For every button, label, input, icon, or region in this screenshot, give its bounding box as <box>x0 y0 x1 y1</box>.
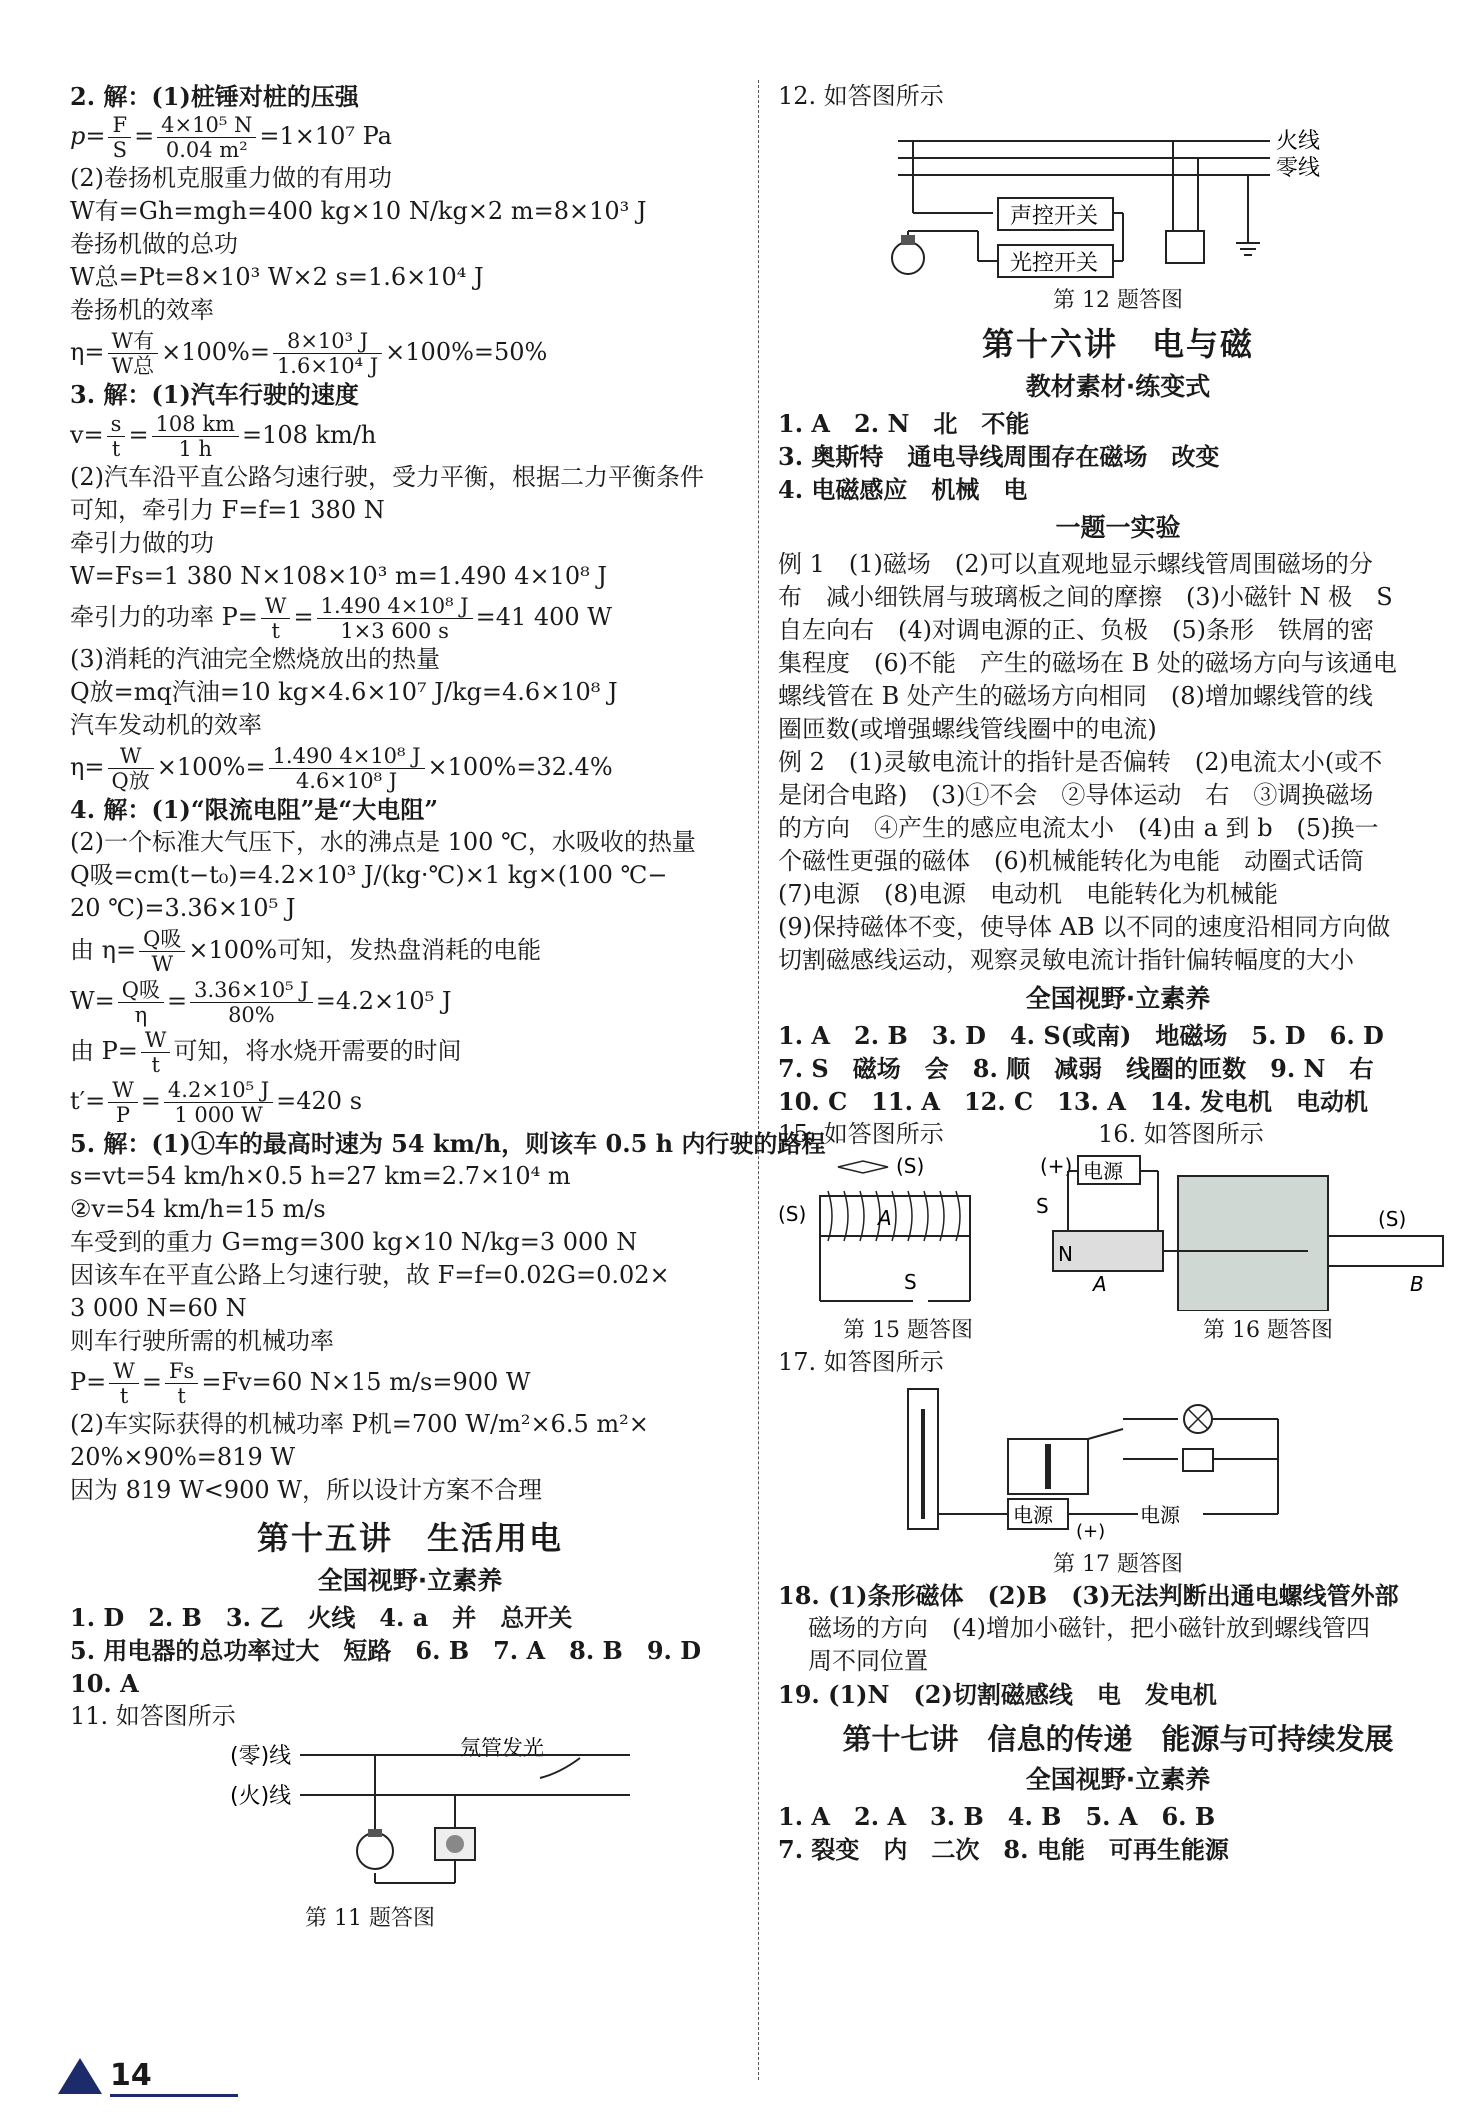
bell-icon <box>1183 1449 1213 1471</box>
answer-line: 1. D 2. B 3. 乙 火线 4. a 并 总开关 <box>70 1603 573 1632</box>
live-wire-label: (火)线 <box>230 1784 292 1809</box>
q4-line: Q吸=cm(t−t₀)=4.2×10³ J/(kg·℃)×1 kg×(100 ℃− <box>70 861 668 889</box>
page-number: 14 <box>110 2058 152 2093</box>
column-divider <box>758 80 759 2080</box>
example-line: 例 1 (1)磁场 (2)可以直观地显示螺线管周围磁场的分 <box>778 550 1373 578</box>
answer-line: 1. A 2. A 3. B 4. B 5. A 6. B <box>778 1802 1216 1831</box>
answer-line: 11. 如答图所示 <box>70 1702 236 1730</box>
q5-line: 5. 解：(1)①车的最高时速为 54 km/h，则该车 0.5 h 内行驶的路程 <box>70 1129 826 1158</box>
light-switch-label: 光控开关 <box>1010 251 1099 276</box>
pole-label: (S) <box>778 1202 807 1226</box>
bar-magnet-icon <box>1328 1236 1443 1266</box>
bulb-icon <box>892 242 924 274</box>
answer-line: 7. 裂变 内 二次 8. 电能 可再生能源 <box>778 1835 1229 1864</box>
q3-efficiency-formula: η= $\frac{W}{\text{Q放}}$ ×100%= $\frac{\text{1.490 4×10⁸ J}}{\text{4.6×10⁸ J}}$ ×100%=32.4% <box>70 744 613 793</box>
q4-efficiency-formula: 由 η= $\frac{\text{Q吸}}{W}$ ×100%可知，发热盘消耗的电能 <box>70 927 542 976</box>
north-pole-label: N <box>1058 1242 1073 1266</box>
example-line: 集程度 (6)不能 产生的磁场在 B 处的磁场方向与该通电 <box>778 649 1397 677</box>
right-column <box>778 80 1458 1866</box>
q5-line: (2)车实际获得的机械功率 P机=700 W/m²×6.5 m²× <box>70 1410 649 1438</box>
q3-line: 3. 解：(1)汽车行驶的速度 <box>70 380 359 409</box>
figure-caption: 第 17 题答图 <box>1053 1552 1183 1577</box>
answer-line: 10. A <box>70 1669 139 1698</box>
q3-line: 可知，牵引力 F=f=1 380 N <box>70 496 385 524</box>
q3-line: Q放=mq汽油=10 kg×4.6×10⁷ J/kg=4.6×10⁸ J <box>70 678 618 706</box>
example-2-answers <box>778 746 1458 977</box>
answer-line: 3. 奥斯特 通电导线周围存在磁场 改变 <box>778 442 1220 471</box>
figures-15-16 <box>778 1151 1458 1346</box>
example-line: 圈匝数(或增强螺线管线圈中的电流) <box>778 715 1157 743</box>
answer-line: 周不同位置 <box>808 1647 928 1675</box>
neutral-wire-label: 零线 <box>1276 156 1321 181</box>
neon-lamp-label: 氖管发光 <box>460 1736 544 1760</box>
figure-12-circuit <box>778 113 1458 283</box>
example-line: 的方向 ④产生的感应电流太小 (4)由 a 到 b (5)换一 <box>778 814 1379 842</box>
page-number-badge <box>58 2050 238 2100</box>
example-line: 例 2 (1)灵敏电流计的指针是否偏转 (2)电流太小(或不 <box>778 748 1383 776</box>
bulb-icon <box>357 1833 393 1869</box>
q3-speed-formula: v= $\frac{s}{t}$ = $\frac{108 km}{1 h}$ =108 km/h <box>70 412 377 461</box>
q5-line: ②v=54 km/h=15 m/s <box>70 1195 326 1223</box>
example-line: 布 减小细铁屑与玻璃板之间的摩擦 (3)小磁针 N 极 S <box>778 583 1393 611</box>
example-line: (7)电源 (8)电源 电动机 电能转化为机械能 <box>778 880 1278 908</box>
power-source-label: 电源 <box>1083 1159 1123 1183</box>
compass-needle-icon <box>838 1161 888 1173</box>
polarity-label: (+) <box>1040 1154 1073 1178</box>
q15-label: 15. 如答图所示 <box>778 1120 944 1148</box>
example-line: 是闭合电路) (3)①不会 ②导体运动 右 ③调换磁场 <box>778 781 1374 809</box>
figure-caption: 第 15 题答图 <box>843 1318 973 1343</box>
q4-line: (2)一个标准大气压下，水的沸点是 100 ℃，水吸收的热量 <box>70 828 696 856</box>
q2-line: 2. 解：(1)桩锤对桩的压强 <box>70 82 359 111</box>
answer-line: 12. 如答图所示 <box>778 82 944 110</box>
lecture-17-title: 第十七讲 信息的传递 能源与可持续发展 <box>842 1722 1394 1756</box>
q4-line: 20 ℃)=3.36×10⁵ J <box>70 894 296 922</box>
figure-caption: 第 12 题答图 <box>1053 288 1183 313</box>
figure-17 <box>778 1379 1458 1579</box>
test-pen-icon <box>540 1758 580 1778</box>
example-line: 个磁性更强的磁体 (6)机械能转化为电能 动圈式话筒 <box>778 847 1364 875</box>
q3-power-formula: 牵引力的功率 P= $\frac{W}{t}$ = $\frac{\text{1.490 4×10⁸ J}}{1\times 3 600 s}$ =41 400 W <box>70 594 612 643</box>
point-a-label: A <box>1093 1272 1107 1296</box>
q2-line: 卷扬机的效率 <box>70 296 214 324</box>
example-line: 自左向右 (4)对调电源的正、负极 (5)条形 铁屑的密 <box>778 616 1374 644</box>
point-a-label: A <box>878 1206 892 1230</box>
q4-time-formula: t′= $\frac{W}{P}$ = $\frac{\text{4.2×10⁵ J}}{1 000 W}$ =420 s <box>70 1078 363 1127</box>
lecture-16-title: 第十六讲 电与磁 <box>981 325 1254 363</box>
q5-line: 20%×90%=819 W <box>70 1443 296 1471</box>
answer-line: 5. 用电器的总功率过大 短路 6. B 7. A 8. B 9. D <box>70 1636 702 1665</box>
q16-label: 16. 如答图所示 <box>1098 1120 1264 1148</box>
figure-12 <box>778 113 1458 313</box>
water-tank-icon <box>1178 1176 1328 1311</box>
answer-line: 7. S 磁场 会 8. 顺 减弱 线圈的匝数 9. N 右 <box>778 1054 1374 1083</box>
answer-line: 1. A 2. B 3. D 4. S(或南) 地磁场 5. D 6. D <box>778 1021 1384 1050</box>
q5-line: s=vt=54 km/h×0.5 h=27 km=2.7×10⁴ m <box>70 1162 571 1190</box>
q5-line: 因该车在平直公路上匀速行驶，故 F=f=0.02G=0.02× <box>70 1261 670 1289</box>
q3-line: (2)汽车沿平直公路匀速行驶，受力平衡，根据二力平衡条件 <box>70 463 704 491</box>
answer-line: 10. C 11. A 12. C 13. A 14. 发电机 电动机 <box>778 1087 1368 1116</box>
answer-line: 1. A 2. N 北 不能 <box>778 409 1030 438</box>
section-heading: 全国视野·立素养 <box>317 1566 503 1595</box>
section-heading: 一题一实验 <box>1055 513 1181 542</box>
q4-power-formula: 由 P= $\frac{W}{t}$ 可知，将水烧开需要的时间 <box>70 1028 462 1077</box>
figure-11-circuit <box>70 1733 750 1903</box>
q5-line: 车受到的重力 G=mg=300 kg×10 N/kg=3 000 N <box>70 1228 638 1256</box>
q2-line: W有=Gh=mgh=400 kg×10 N/kg×2 m=8×10³ J <box>70 197 647 225</box>
section-heading: 全国视野·立素养 <box>1025 1765 1211 1794</box>
lecture-15-title: 第十五讲 生活用电 <box>256 1519 563 1557</box>
point-b-label: B <box>1410 1272 1424 1296</box>
example-line: 切割磁感线运动，观察灵敏电流计指针偏转幅度的大小 <box>778 946 1354 974</box>
figure-15-16-diagrams <box>778 1151 1458 1311</box>
q2-line: 卷扬机做的总功 <box>70 230 238 258</box>
live-wire-label: 火线 <box>1276 129 1321 154</box>
switch-label: S <box>1036 1194 1049 1218</box>
q5-line: 则车行驶所需的机械功率 <box>70 1327 334 1355</box>
q3-line: 牵引力做的功 <box>70 529 214 557</box>
answer-line <box>778 1118 1458 1151</box>
pole-label: (S) <box>1378 1207 1407 1231</box>
figure-caption: 第 16 题答图 <box>1203 1318 1333 1343</box>
answer-line: 磁场的方向 (4)增加小磁针，把小磁针放到螺线管四 <box>808 1614 1370 1642</box>
q2-efficiency-formula: η= $\frac{\text{W有}}{\text{W总}}$ ×100%= $\frac{\text{8×10³ J}}{\text{1.6×10⁴ J}}$ ×100%=50% <box>70 329 548 378</box>
socket-icon <box>1166 231 1204 263</box>
q5-line: 3 000 N=60 N <box>70 1294 247 1322</box>
q4-line: 4. 解：(1)“限流电阻”是“大电阻” <box>70 795 439 824</box>
compass-pole-label: (S) <box>896 1154 925 1178</box>
q3-line: 汽车发动机的效率 <box>70 711 262 739</box>
q4-energy-formula: W= $\frac{\text{Q吸}}{\eta}$ = $\frac{\text{3.36×10⁵ J}}{80\%}$ =4.2×10⁵ J <box>70 978 452 1027</box>
q3-line: W=Fs=1 380 N×108×10³ m=1.490 4×10⁸ J <box>70 562 607 590</box>
q2-line: (2)卷扬机克服重力做的有用功 <box>70 164 392 192</box>
answer-line: 18. (1)条形磁体 (2)B (3)无法判断出通电螺线管外部 <box>778 1581 1399 1610</box>
switch-label: S <box>904 1270 917 1294</box>
figure-17-circuit <box>778 1379 1458 1544</box>
sound-switch-label: 声控开关 <box>1010 204 1099 229</box>
neutral-wire-label: (零)线 <box>230 1744 292 1769</box>
figure-caption: 第 11 题答图 <box>305 1906 435 1931</box>
answer-line: 17. 如答图所示 <box>778 1348 944 1376</box>
figure-11 <box>70 1733 750 1931</box>
left-column <box>70 80 826 1931</box>
polarity-label: (+) <box>1076 1521 1106 1542</box>
q3-line: (3)消耗的汽油完全燃烧放出的热量 <box>70 645 440 673</box>
answer-line: 19. (1)N (2)切割磁感线 电 发电机 <box>778 1680 1217 1709</box>
example-line: (9)保持磁体不变，使导体 AB 以不同的速度沿相同方向做 <box>778 913 1391 941</box>
q5-power-formula: P= $\frac{W}{t}$ = $\frac{Fs}{t}$ =Fv=60 N×15 m/s=900 W <box>70 1359 531 1408</box>
answer-line: 4. 电磁感应 机械 电 <box>778 475 1028 504</box>
section-heading: 教材素材·练变式 <box>1025 372 1211 401</box>
logo-triangle-icon <box>58 2058 102 2094</box>
example-1-answers <box>778 548 1458 746</box>
power-source-label: 电源 <box>1140 1503 1180 1527</box>
section-heading: 全国视野·立素养 <box>1025 984 1211 1013</box>
example-line: 螺线管在 B 处产生的磁场方向相同 (8)增加螺线管的线 <box>778 682 1373 710</box>
q2-line: W总=Pt=8×10³ W×2 s=1.6×10⁴ J <box>70 263 484 291</box>
q5-line: 因为 819 W<900 W，所以设计方案不合理 <box>70 1476 542 1504</box>
q2-pressure-formula: p= $\frac{F}{S}$ = $\frac{\text{4×10⁵ N}}{\text{0.04 m²}}$ =1×10⁷ Pa <box>70 113 392 162</box>
power-source-label: 电源 <box>1013 1503 1053 1527</box>
